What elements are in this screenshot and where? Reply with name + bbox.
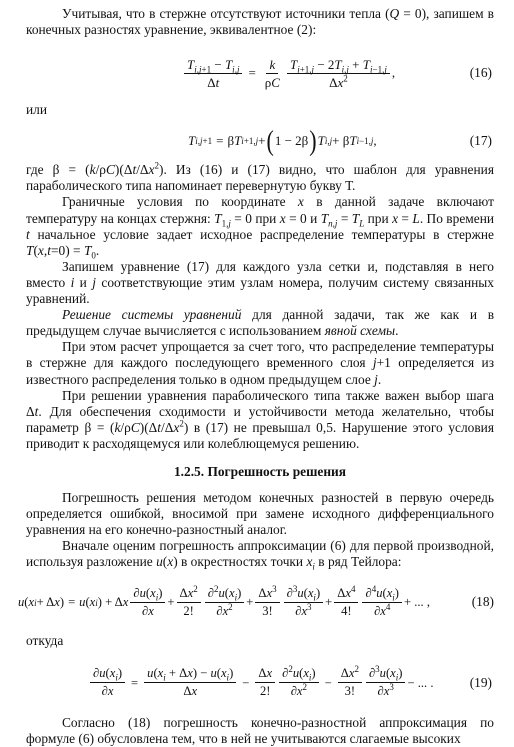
- equation-17: T i,j+1 = β T i+1,j + ( 1 − 2β ) T i,j + β T i−1,j , (17): [188, 124, 492, 157]
- section-heading: 1.2.5. Погрешность решения: [173, 463, 347, 479]
- equation-number-16: (16): [469, 65, 492, 81]
- equation-16: $\frac{T_{i,j+1} - T_{i,j}}{\Delta t}$ = $\frac{k}{\rho C}$ $\frac{T_{i+1,j} - 2T_{i,j} + T_{i-1,j}}{\Delta x^2}$ , (16): [26, 44, 494, 102]
- paragraph-system: Запишем уравнение (17) для каждого узла сетки и, подставляя в него вместо i и j соответствующие этим узлам номера, получим систему связанных уравнений.: [26, 258, 494, 307]
- paragraph-step: При решении уравнения параболического типа также важен выбор шага Δt. Для обеспечения сходимости и устойчивости метода желательно, чтобы параметр $\beta = (k/\rho C)(\Delta t/\Delta x^2)$ в (17) не превышал 0,5. Нарушение этого условия приводит к расходящемуся или колеблющемуся решению.: [26, 387, 494, 451]
- paragraph-error: Погрешность решения методом конечных разностей в первую очередь определяется ошибкой, вносимой при замене исходного дифференциального уравнения на его конечно-разностный аналог.: [26, 490, 494, 538]
- paragraph-conclusion: Согласно (18) погрешность конечно-разностной аппроксимация по формуле (6) обусловлена тем, что в ней не учитываются слагаемые высоких: [26, 714, 494, 746]
- paragraph-taylor: Вначале оценим погрешность аппроксимации (6) для первой производной, используя разложение u(x) в окрестностях точки $x_i$ в ряд Тейлора:: [26, 538, 494, 573]
- word-otkuda: откуда: [26, 632, 64, 648]
- page-content: [18, 6, 495, 747]
- word-ili: или: [26, 102, 48, 118]
- equation-number-17: (17): [469, 133, 492, 149]
- paragraph-simplify: При этом расчет упрощается за счет того, что распределение температуры в стержне для каждого последующего временного слоя j+1 определяется из известного распределения только в одном предыдущем слое j.: [26, 339, 494, 387]
- equation-19: $\frac{\partial u(x_i)}{\partial x}$ = $\frac{u(x_i + \Delta x) - u(x_i)}{\Delta x}$ − $\frac{\Delta x}{2!}$ $\frac{\partial^2u(x_i)}{\partial x^2}$ − $\frac{\Delta x^2}{3!}$ $\frac{\partial^3u(x_i)}{\partial x^3}$ − ... . (19): [26, 655, 494, 711]
- paragraph-beta: где $\beta = (k/\rho C)(\Delta t/\Delta x^2)$. Из (16) и (17) видно, что шаблон для уравнения параболического типа напоминает перевернутую букву Т.: [26, 160, 494, 194]
- equation-18: u ( x i + Δ x ) = u ( x i ) + Δ x $\frac{\partial u(x_i)}{\partial x}$ + $\frac{\Delta x^2}{2!}$ $\frac{\partial^2u(x_i)}{\partial x^2}$ + $\frac{\Delta x^3}{3!}$ $\frac{\partial^3u(x_i)}{\partial x^3}$ + $\frac{\Delta x^4}{4!}$ $\frac{\partial^4u(x_i)}{\partial x^4}$ + ... , (18): [26, 577, 494, 629]
- paragraph-intro: Учитывая, что в стержне отсутствуют источники тепла (Q = 0), запишем в конечных разностях уравнение, эквивалентное (2):: [26, 6, 494, 38]
- paragraph-boundary: Граничные условия по координате x в данной задаче включают температуру на концах стержня: $T_{1,j} = 0$ при x = 0 и $T_{n,j} = T_L$ при x = L. По времени t начальное условие задает исходное распределение температуры в стержне $T(x,t=0) = T_0$.: [26, 194, 495, 261]
- equation-number-18: (18): [471, 594, 494, 610]
- equation-number-19: (19): [469, 674, 492, 690]
- paragraph-explicit: Решение системы уравнений для данной задачи, так же как и в предыдущем случае вычисляется с использованием явной схемы.: [26, 307, 495, 339]
